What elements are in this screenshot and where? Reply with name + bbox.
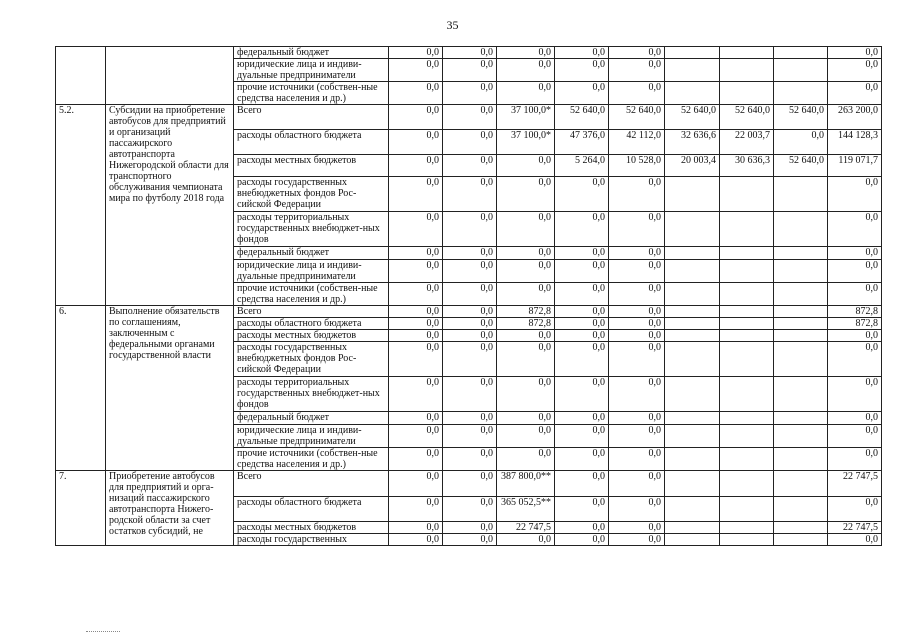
value-cell: 0,0 xyxy=(443,306,497,318)
value-cell: 0,0 xyxy=(389,330,443,342)
row-label: юридические лица и индиви-дуальные предприниматели xyxy=(234,59,389,82)
value-cell: 0,0 xyxy=(609,177,665,212)
value-cell: 0,0 xyxy=(555,82,609,105)
value-cell xyxy=(720,59,774,82)
value-cell xyxy=(720,47,774,59)
table-row xyxy=(56,47,882,59)
value-cell: 22 747,5 xyxy=(828,471,882,497)
value-cell: 263 200,0 xyxy=(828,105,882,130)
row-label: расходы областного бюджета xyxy=(234,318,389,330)
value-cell: 0,0 xyxy=(609,377,665,412)
value-cell: 0,0 xyxy=(497,448,555,471)
value-cell: 0,0 xyxy=(555,177,609,212)
value-cell: 872,8 xyxy=(497,318,555,330)
value-cell: 0,0 xyxy=(609,497,665,522)
value-cell xyxy=(720,330,774,342)
value-cell: 0,0 xyxy=(497,177,555,212)
value-cell: 47 376,0 xyxy=(555,130,609,155)
row-label: федеральный бюджет xyxy=(234,47,389,59)
value-cell: 0,0 xyxy=(497,377,555,412)
value-cell xyxy=(665,212,720,247)
value-cell xyxy=(665,471,720,497)
value-cell: 0,0 xyxy=(443,260,497,283)
value-cell: 0,0 xyxy=(497,330,555,342)
value-cell xyxy=(665,318,720,330)
value-cell: 0,0 xyxy=(389,497,443,522)
value-cell: 0,0 xyxy=(609,59,665,82)
value-cell: 0,0 xyxy=(555,59,609,82)
row-label: расходы государственных внебюджетных фондов Рос-сийской Федерации xyxy=(234,177,389,212)
section-title xyxy=(106,47,234,105)
value-cell: 0,0 xyxy=(555,377,609,412)
value-cell: 0,0 xyxy=(389,247,443,260)
row-label: расходы территориальных государственных внебюджет-ных фондов xyxy=(234,377,389,412)
value-cell: 0,0 xyxy=(555,47,609,59)
value-cell: 30 636,3 xyxy=(720,155,774,177)
value-cell: 0,0 xyxy=(828,448,882,471)
value-cell: 0,0 xyxy=(497,82,555,105)
value-cell xyxy=(774,377,828,412)
row-label: расходы государственных внебюджетных фондов Рос-сийской Федерации xyxy=(234,342,389,377)
value-cell: 0,0 xyxy=(389,306,443,318)
value-cell: 0,0 xyxy=(555,318,609,330)
value-cell: 0,0 xyxy=(555,425,609,448)
row-label: федеральный бюджет xyxy=(234,247,389,260)
value-cell: 0,0 xyxy=(389,212,443,247)
value-cell: 0,0 xyxy=(828,330,882,342)
value-cell xyxy=(774,260,828,283)
value-cell: 0,0 xyxy=(497,212,555,247)
value-cell: 52 640,0 xyxy=(720,105,774,130)
value-cell xyxy=(720,377,774,412)
value-cell: 0,0 xyxy=(389,377,443,412)
value-cell: 0,0 xyxy=(609,342,665,377)
value-cell xyxy=(774,177,828,212)
value-cell xyxy=(774,318,828,330)
page-number: 35 xyxy=(446,18,459,32)
value-cell xyxy=(774,425,828,448)
value-cell: 0,0 xyxy=(389,283,443,306)
value-cell: 0,0 xyxy=(609,47,665,59)
value-cell: 0,0 xyxy=(443,534,497,546)
value-cell: 0,0 xyxy=(443,47,497,59)
value-cell: 0,0 xyxy=(497,425,555,448)
value-cell: 0,0 xyxy=(609,260,665,283)
value-cell: 872,8 xyxy=(828,318,882,330)
value-cell: 0,0 xyxy=(774,130,828,155)
value-cell: 0,0 xyxy=(497,260,555,283)
value-cell: 0,0 xyxy=(828,425,882,448)
value-cell xyxy=(774,212,828,247)
value-cell xyxy=(774,342,828,377)
value-cell xyxy=(720,522,774,534)
value-cell: 22 003,7 xyxy=(720,130,774,155)
value-cell xyxy=(774,306,828,318)
value-cell: 0,0 xyxy=(497,283,555,306)
value-cell xyxy=(665,177,720,212)
value-cell xyxy=(720,342,774,377)
row-label: Всего xyxy=(234,306,389,318)
row-label: юридические лица и индиви-дуальные предприниматели xyxy=(234,425,389,448)
budget-table xyxy=(55,46,882,546)
table-row xyxy=(56,471,882,497)
row-label: расходы областного бюджета xyxy=(234,130,389,155)
value-cell: 872,8 xyxy=(497,306,555,318)
footer-rule xyxy=(86,631,120,632)
value-cell: 0,0 xyxy=(443,377,497,412)
value-cell: 0,0 xyxy=(609,522,665,534)
value-cell xyxy=(720,425,774,448)
value-cell xyxy=(720,534,774,546)
value-cell xyxy=(720,260,774,283)
row-label: прочие источники (собствен-ные средства населения и др.) xyxy=(234,283,389,306)
value-cell: 0,0 xyxy=(497,47,555,59)
value-cell: 0,0 xyxy=(389,59,443,82)
value-cell xyxy=(665,82,720,105)
value-cell: 0,0 xyxy=(443,283,497,306)
value-cell: 0,0 xyxy=(443,318,497,330)
value-cell xyxy=(774,47,828,59)
value-cell: 0,0 xyxy=(497,342,555,377)
value-cell xyxy=(665,283,720,306)
value-cell: 0,0 xyxy=(389,155,443,177)
value-cell: 0,0 xyxy=(555,448,609,471)
value-cell: 0,0 xyxy=(828,247,882,260)
value-cell: 0,0 xyxy=(389,448,443,471)
value-cell: 0,0 xyxy=(389,105,443,130)
value-cell xyxy=(720,471,774,497)
value-cell: 52 640,0 xyxy=(774,105,828,130)
value-cell: 0,0 xyxy=(443,412,497,425)
section-title: Субсидии на приобретение автобусов для предприятий и организаций пассажирского автотранспорта Нижегородской области для транспортного обслуживания чемпионата мира по футболу 2018 года xyxy=(106,105,234,306)
value-cell: 0,0 xyxy=(443,212,497,247)
value-cell xyxy=(720,306,774,318)
value-cell xyxy=(774,471,828,497)
value-cell xyxy=(720,247,774,260)
section-title: Приобретение автобусов для предприятий и орга-низаций пассажирского автотранспорта Нижего-родской области за счет остатков субсидий, не xyxy=(106,471,234,546)
value-cell: 0,0 xyxy=(389,412,443,425)
value-cell xyxy=(665,377,720,412)
value-cell: 0,0 xyxy=(609,306,665,318)
value-cell: 0,0 xyxy=(443,425,497,448)
value-cell: 0,0 xyxy=(389,471,443,497)
value-cell: 0,0 xyxy=(443,130,497,155)
value-cell xyxy=(774,497,828,522)
row-label: расходы территориальных государственных внебюджет-ных фондов xyxy=(234,212,389,247)
value-cell: 0,0 xyxy=(497,155,555,177)
value-cell: 0,0 xyxy=(555,212,609,247)
section-number xyxy=(56,47,106,105)
value-cell xyxy=(720,82,774,105)
value-cell: 32 636,6 xyxy=(665,130,720,155)
value-cell: 52 640,0 xyxy=(665,105,720,130)
value-cell: 52 640,0 xyxy=(555,105,609,130)
value-cell: 0,0 xyxy=(497,59,555,82)
row-label: федеральный бюджет xyxy=(234,412,389,425)
value-cell: 0,0 xyxy=(389,522,443,534)
value-cell: 37 100,0* xyxy=(497,105,555,130)
value-cell: 0,0 xyxy=(828,412,882,425)
value-cell: 0,0 xyxy=(443,471,497,497)
value-cell: 0,0 xyxy=(443,247,497,260)
value-cell: 0,0 xyxy=(389,318,443,330)
value-cell: 0,0 xyxy=(609,425,665,448)
row-label: прочие источники (собствен-ные средства населения и др.) xyxy=(234,448,389,471)
value-cell: 144 128,3 xyxy=(828,130,882,155)
value-cell: 0,0 xyxy=(555,342,609,377)
row-label: расходы областного бюджета xyxy=(234,497,389,522)
value-cell: 0,0 xyxy=(609,247,665,260)
value-cell xyxy=(665,260,720,283)
value-cell: 20 003,4 xyxy=(665,155,720,177)
value-cell: 0,0 xyxy=(828,534,882,546)
value-cell: 0,0 xyxy=(828,212,882,247)
value-cell: 0,0 xyxy=(828,342,882,377)
row-label: расходы местных бюджетов xyxy=(234,155,389,177)
value-cell xyxy=(665,448,720,471)
value-cell: 872,8 xyxy=(828,306,882,318)
value-cell: 0,0 xyxy=(497,534,555,546)
value-cell xyxy=(720,448,774,471)
value-cell: 0,0 xyxy=(389,342,443,377)
value-cell: 5 264,0 xyxy=(555,155,609,177)
value-cell xyxy=(665,342,720,377)
value-cell: 0,0 xyxy=(389,260,443,283)
value-cell: 0,0 xyxy=(443,497,497,522)
value-cell: 0,0 xyxy=(828,59,882,82)
value-cell xyxy=(774,448,828,471)
value-cell xyxy=(720,497,774,522)
value-cell xyxy=(774,522,828,534)
value-cell: 22 747,5 xyxy=(828,522,882,534)
value-cell: 0,0 xyxy=(828,177,882,212)
row-label: Всего xyxy=(234,105,389,130)
value-cell: 0,0 xyxy=(609,330,665,342)
value-cell xyxy=(665,47,720,59)
value-cell xyxy=(720,318,774,330)
row-label: расходы местных бюджетов xyxy=(234,522,389,534)
value-cell: 0,0 xyxy=(555,260,609,283)
value-cell: 0,0 xyxy=(555,247,609,260)
value-cell xyxy=(774,534,828,546)
value-cell xyxy=(774,412,828,425)
value-cell: 52 640,0 xyxy=(609,105,665,130)
value-cell: 0,0 xyxy=(555,283,609,306)
value-cell xyxy=(720,177,774,212)
value-cell: 0,0 xyxy=(609,82,665,105)
value-cell: 0,0 xyxy=(389,130,443,155)
row-label: юридические лица и индиви-дуальные предприниматели xyxy=(234,260,389,283)
value-cell: 0,0 xyxy=(828,47,882,59)
value-cell: 10 528,0 xyxy=(609,155,665,177)
value-cell: 22 747,5 xyxy=(497,522,555,534)
section-number: 7. xyxy=(56,471,106,546)
section-number: 6. xyxy=(56,306,106,471)
value-cell xyxy=(774,82,828,105)
value-cell: 0,0 xyxy=(443,177,497,212)
value-cell: 0,0 xyxy=(443,330,497,342)
value-cell xyxy=(665,59,720,82)
value-cell: 0,0 xyxy=(555,306,609,318)
value-cell xyxy=(665,522,720,534)
value-cell: 0,0 xyxy=(555,412,609,425)
value-cell: 37 100,0* xyxy=(497,130,555,155)
value-cell: 0,0 xyxy=(497,412,555,425)
value-cell: 0,0 xyxy=(609,448,665,471)
value-cell: 0,0 xyxy=(443,105,497,130)
value-cell: 0,0 xyxy=(443,342,497,377)
value-cell xyxy=(720,283,774,306)
value-cell: 0,0 xyxy=(555,471,609,497)
value-cell xyxy=(665,534,720,546)
value-cell: 0,0 xyxy=(389,425,443,448)
value-cell xyxy=(665,425,720,448)
value-cell: 0,0 xyxy=(609,283,665,306)
value-cell: 0,0 xyxy=(609,212,665,247)
value-cell: 0,0 xyxy=(555,522,609,534)
value-cell: 387 800,0** xyxy=(497,471,555,497)
value-cell: 0,0 xyxy=(828,260,882,283)
value-cell: 365 052,5** xyxy=(497,497,555,522)
value-cell: 52 640,0 xyxy=(774,155,828,177)
value-cell: 0,0 xyxy=(443,82,497,105)
value-cell: 0,0 xyxy=(609,471,665,497)
value-cell xyxy=(774,247,828,260)
table-row xyxy=(56,105,882,130)
value-cell xyxy=(665,497,720,522)
value-cell: 0,0 xyxy=(443,448,497,471)
value-cell: 0,0 xyxy=(443,59,497,82)
value-cell: 0,0 xyxy=(828,283,882,306)
value-cell: 0,0 xyxy=(828,497,882,522)
value-cell: 0,0 xyxy=(609,534,665,546)
value-cell: 0,0 xyxy=(497,247,555,260)
value-cell: 0,0 xyxy=(828,82,882,105)
value-cell xyxy=(665,412,720,425)
value-cell: 0,0 xyxy=(555,497,609,522)
section-title: Выполнение обязательств по соглашениям, заключенным с федеральными органами государственной власти xyxy=(106,306,234,471)
value-cell xyxy=(720,212,774,247)
value-cell: 0,0 xyxy=(555,330,609,342)
value-cell: 0,0 xyxy=(609,318,665,330)
row-label: расходы государственных xyxy=(234,534,389,546)
value-cell: 0,0 xyxy=(389,534,443,546)
row-label: расходы местных бюджетов xyxy=(234,330,389,342)
value-cell xyxy=(774,283,828,306)
section-number: 5.2. xyxy=(56,105,106,306)
value-cell: 0,0 xyxy=(389,47,443,59)
value-cell xyxy=(720,412,774,425)
value-cell: 0,0 xyxy=(389,82,443,105)
value-cell: 42 112,0 xyxy=(609,130,665,155)
value-cell: 0,0 xyxy=(555,534,609,546)
table-row xyxy=(56,306,882,318)
value-cell xyxy=(665,306,720,318)
row-label: Всего xyxy=(234,471,389,497)
value-cell xyxy=(774,330,828,342)
value-cell: 0,0 xyxy=(443,522,497,534)
value-cell xyxy=(774,59,828,82)
value-cell xyxy=(665,330,720,342)
value-cell: 0,0 xyxy=(389,177,443,212)
value-cell: 0,0 xyxy=(828,377,882,412)
value-cell: 0,0 xyxy=(609,412,665,425)
value-cell: 119 071,7 xyxy=(828,155,882,177)
value-cell: 0,0 xyxy=(443,155,497,177)
row-label: прочие источники (собствен-ные средства населения и др.) xyxy=(234,82,389,105)
value-cell xyxy=(665,247,720,260)
